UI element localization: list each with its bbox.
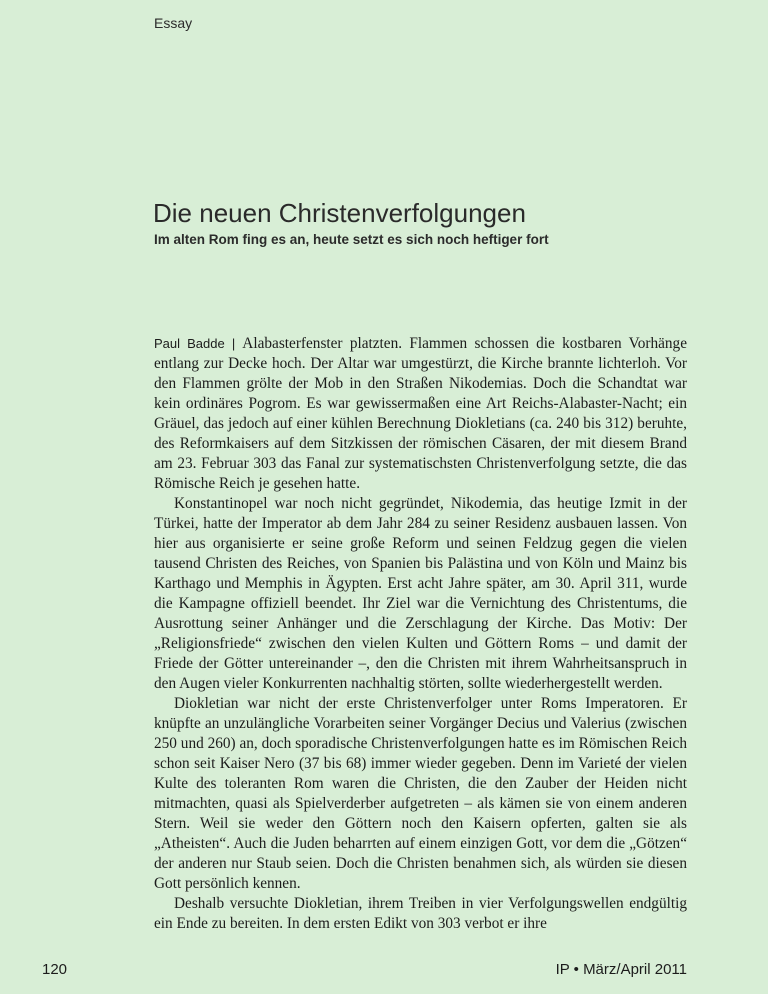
author-name: Paul Badde [154, 336, 225, 351]
author-separator: | [224, 336, 243, 351]
paragraph-text: Alabasterfenster platzten. Flammen schossen die kostbaren Vorhänge entlang zur Decke hoch. Der Altar war umgestürzt, die Kirche brannte lichterloh. Vor den Flammen grölte der Mob in den Straßen Nikodemias. Doch die Schandtat war kein ordinäres Pogrom. Es war gewissermaßen eine Art Reichs-Alabaster-Nacht; ein Gräuel, das jedoch auf einer kühlen Berechnung Diokletians (ca. 240 bis 312) beruhte, des Reformkaisers auf dem Sitzkissen der römischen Cäsaren, der mit diesem Brand am 23. Februar 303 das Fanal zur systematischsten Christenverfolgung setzte, die das Römische Reich je gesehen hatte. [154, 335, 687, 492]
magazine-issue: IP • März/April 2011 [555, 961, 687, 978]
paragraph: Deshalb versuchte Diokletian, ihrem Treiben in vier Verfolgungswellen endgültig ein Ende zu bereiten. In dem ersten Edikt von 303 verbot er ihre [154, 895, 687, 932]
article-title: Die neuen Christenverfolgungen [153, 198, 526, 228]
page-number: 120 [42, 961, 68, 978]
paragraph [154, 334, 687, 494]
article-subtitle: Im alten Rom fing es an, heute setzt es sich noch heftiger fort [154, 232, 549, 247]
section-label: Essay [154, 15, 193, 31]
paragraph: Diokletian war nicht der erste Christenverfolger unter Roms Imperatoren. Er knüpfte an unzulängliche Vorarbeiten seiner Vorgänger Decius und Valerius (zwischen 250 und 260) an, doch sporadische Christenverfolgungen hatte es im Römischen Reich schon seit Kaiser Nero (37 bis 68) immer wieder gegeben. Denn im Varieté der vielen Kulte des toleranten Rom waren die Christen, die den Zauber der Heiden nicht mitmachten, quasi als Spielverderber aufgetreten – als kämen sie von einem anderen Stern. Weil sie weder den Göttern noch den Kaisern opferten, galten sie als „Atheisten“. Auch die Juden beharrten auf einem einzigen Gott, vor dem die „Götzen“ der anderen nur Staub seien. Doch die Christen benahmen sich, als würden sie diesen Gott persönlich kennen. [154, 695, 687, 892]
article-body [154, 334, 687, 934]
paragraph: Konstantinopel war noch nicht gegründet, Nikodemia, das heutige Izmit in der Türkei, hatte der Imperator ab dem Jahr 284 zu seiner Residenz ausbauen lassen. Von hier aus organisierte er seine große Reform und seinen Feldzug gegen die vielen tausend Christen des Reiches, von Spanien bis Palästina und von Köln und Mainz bis Karthago und Memphis in Ägypten. Erst acht Jahre später, am 30. April 311, wurde die Kampagne offiziell beendet. Ihr Ziel war die Vernichtung des Christentums, die Ausrottung seiner Anhänger und die Zerschlagung der Kirche. Das Motiv: Der „Religionsfriede“ zwischen den vielen Kulten und Göttern Roms – und damit der Friede der Götter untereinander –, den die Christen mit ihrem Wahrheitsanspruch in den Augen vieler Konkurrenten nachhaltig störten, sollte wiederhergestellt werden. [154, 495, 687, 692]
